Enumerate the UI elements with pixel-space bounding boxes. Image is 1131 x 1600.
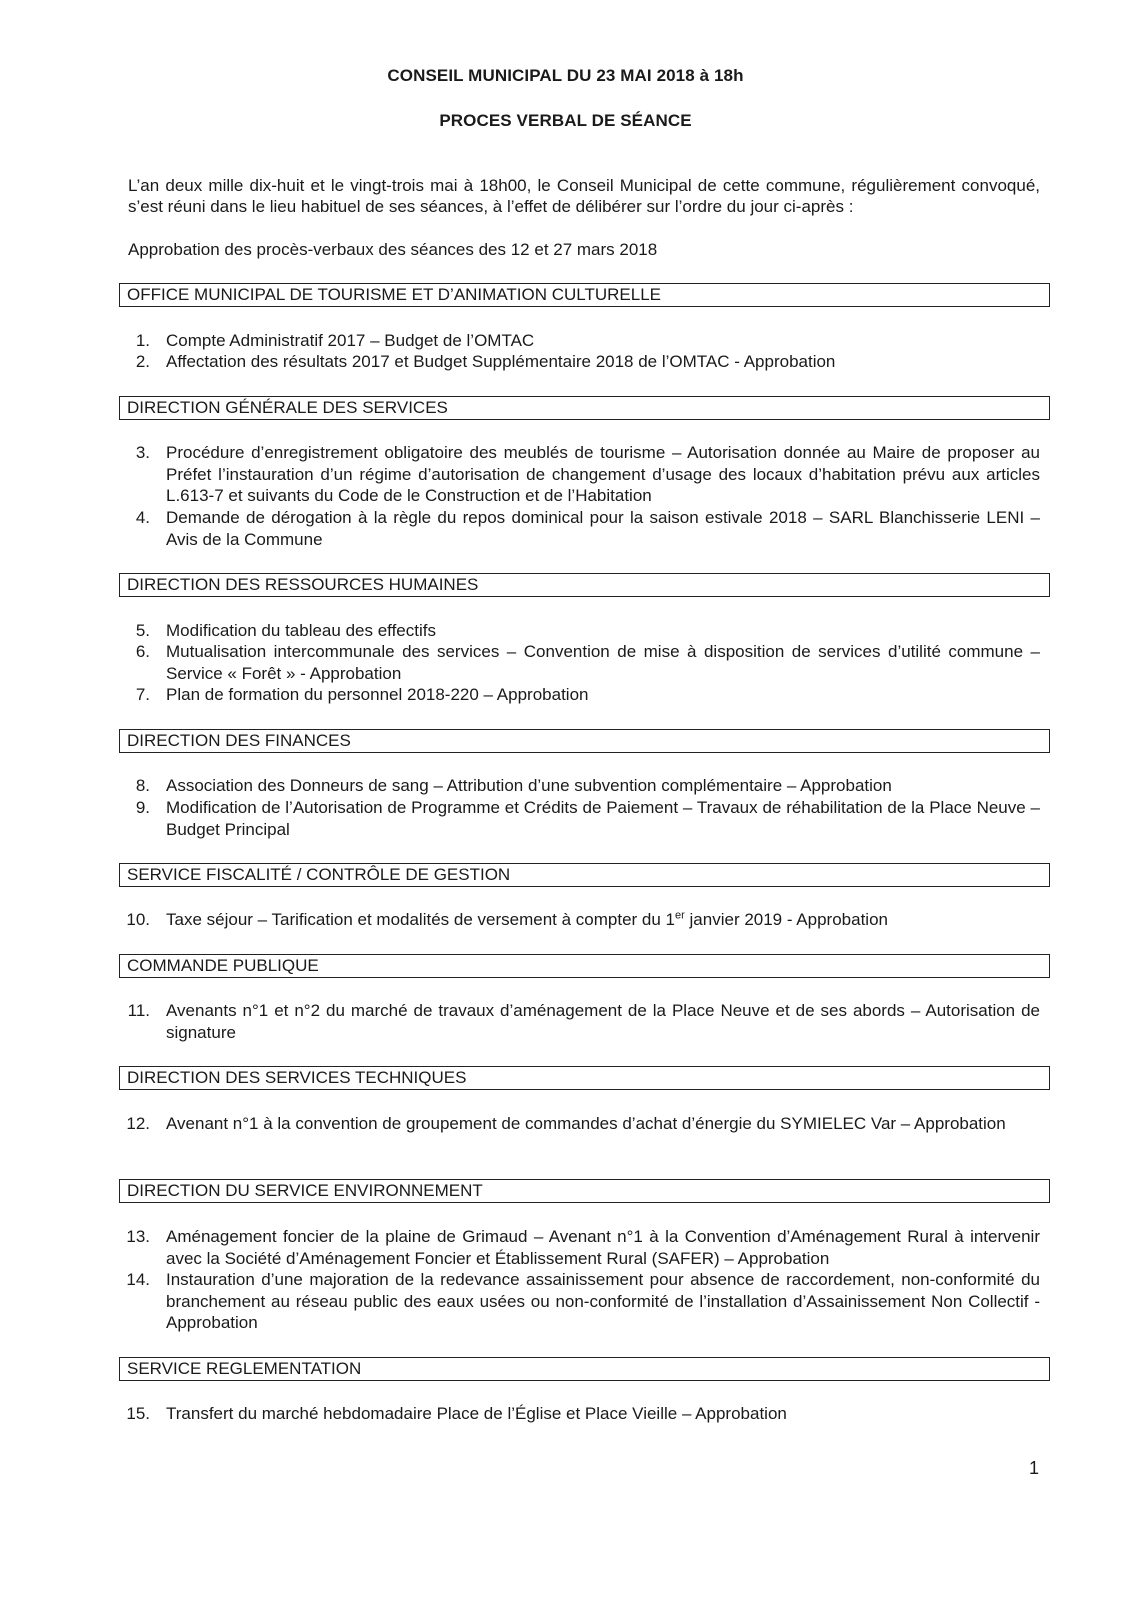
item-text: Transfert du marché hebdomadaire Place de l’Église et Place Vieille – Approbation	[166, 1404, 787, 1423]
section-heading: SERVICE REGLEMENTATION	[119, 1357, 1050, 1381]
agenda-item	[120, 684, 1040, 706]
agenda-item	[120, 1403, 1040, 1425]
agenda-item	[120, 775, 1040, 797]
item-number: 7.	[135, 685, 150, 704]
agenda-item	[120, 1000, 1040, 1043]
item-text: Demande de dérogation à la règle du repos dominical pour la saison estivale 2018 – SARL Blanchisserie LENI – Avis de la Commune	[166, 508, 1040, 549]
item-number: 11.	[127, 1001, 150, 1020]
item-number: 4.	[135, 508, 150, 527]
item-text: Association des Donneurs de sang – Attribution d’une subvention complémentaire – Approbation	[166, 776, 892, 795]
ordinal-superscript: er	[675, 909, 685, 922]
item-text: Modification du tableau des effectifs	[166, 621, 436, 640]
agenda-item	[120, 351, 1040, 373]
item-number: 3.	[135, 443, 150, 462]
document-subtitle: PROCES VERBAL DE SÉANCE	[439, 111, 692, 130]
agenda-item	[120, 797, 1040, 840]
item-text: Mutualisation intercommunale des services – Convention de mise à disposition de services d’utilité commune – Service « Forêt » - Approbation	[166, 642, 1040, 683]
section-heading: DIRECTION DU SERVICE ENVIRONNEMENT	[119, 1179, 1050, 1203]
agenda-item	[120, 1113, 1040, 1135]
item-text-part: janvier 2019 - Approbation	[684, 910, 888, 929]
item-text: Instauration d’une majoration de la redevance assainissement pour absence de raccordement, non-conformité du branchement au réseau public des eaux usées ou non-conformité de l’installation d’Assainissement Non Collectif - Approbation	[166, 1270, 1040, 1332]
item-number: 8.	[135, 776, 150, 795]
item-number: 6.	[135, 642, 150, 661]
section-heading: DIRECTION GÉNÉRALE DES SERVICES	[119, 396, 1050, 420]
item-number: 12.	[126, 1114, 150, 1133]
page-number: 1	[1028, 1458, 1039, 1478]
item-text: Plan de formation du personnel 2018-220 – Approbation	[166, 685, 589, 704]
item-text: Procédure d’enregistrement obligatoire des meublés de tourisme – Autorisation donnée au Maire de proposer au Préfet l’instauration d’un régime d’autorisation de changement d’usage des locaux d’habitation prévu aux articles L.613-7 et suivants du Code de le Construction et de l’Habitation	[166, 443, 1040, 505]
item-number: 10.	[126, 910, 150, 929]
item-number: 1.	[135, 331, 150, 350]
approval-line: Approbation des procès-verbaux des séances des 12 et 27 mars 2018	[128, 240, 658, 259]
intro-paragraph: L’an deux mille dix-huit et le vingt-trois mai à 18h00, le Conseil Municipal de cette commune, régulièrement convoqué, s’est réuni dans le lieu habituel de ses séances, à l’effet de délibérer sur l’ordre du jour ci-après :	[128, 176, 1040, 216]
agenda-item	[120, 507, 1040, 550]
item-number: 15.	[126, 1404, 150, 1423]
section-heading: SERVICE FISCALITÉ / CONTRÔLE DE GESTION	[119, 863, 1050, 887]
item-text	[166, 909, 1040, 931]
item-number: 5.	[135, 621, 150, 640]
item-text: Compte Administratif 2017 – Budget de l’OMTAC	[166, 331, 535, 350]
section-heading: COMMANDE PUBLIQUE	[119, 954, 1050, 978]
agenda-item	[120, 620, 1040, 642]
document-title: CONSEIL MUNICIPAL DU 23 MAI 2018 à 18h	[387, 66, 744, 85]
section-heading: DIRECTION DES RESSOURCES HUMAINES	[119, 573, 1050, 597]
agenda-item	[120, 1226, 1040, 1269]
section-heading: DIRECTION DES SERVICES TECHNIQUES	[119, 1066, 1050, 1090]
agenda-item	[120, 442, 1040, 507]
item-text: Modification de l’Autorisation de Programme et Crédits de Paiement – Travaux de réhabilitation de la Place Neuve – Budget Principal	[166, 798, 1040, 839]
item-text: Aménagement foncier de la plaine de Grimaud – Avenant n°1 à la Convention d’Aménagement Rural à intervenir avec la Société d’Aménagement Foncier et Établissement Rural (SAFER) – Approbation	[166, 1227, 1040, 1268]
agenda-item	[120, 330, 1040, 352]
item-text: Avenants n°1 et n°2 du marché de travaux d’aménagement de la Place Neuve et de ses abords – Autorisation de signature	[166, 1001, 1040, 1042]
item-number: 9.	[135, 798, 150, 817]
agenda-item	[120, 909, 1040, 931]
item-number: 14.	[126, 1270, 150, 1289]
agenda-item	[120, 1269, 1040, 1334]
item-number: 2.	[135, 352, 150, 371]
item-number: 13.	[126, 1227, 150, 1246]
item-text: Avenant n°1 à la convention de groupement de commandes d’achat d’énergie du SYMIELEC Var – Approbation	[166, 1114, 1006, 1133]
section-heading: OFFICE MUNICIPAL DE TOURISME ET D’ANIMATION CULTURELLE	[119, 283, 1050, 307]
agenda-item	[120, 641, 1040, 684]
item-text-part: Taxe séjour – Tarification et modalités de versement à compter du 1	[166, 910, 676, 929]
section-heading: DIRECTION DES FINANCES	[119, 729, 1050, 753]
item-text: Affectation des résultats 2017 et Budget Supplémentaire 2018 de l’OMTAC - Approbation	[166, 352, 836, 371]
